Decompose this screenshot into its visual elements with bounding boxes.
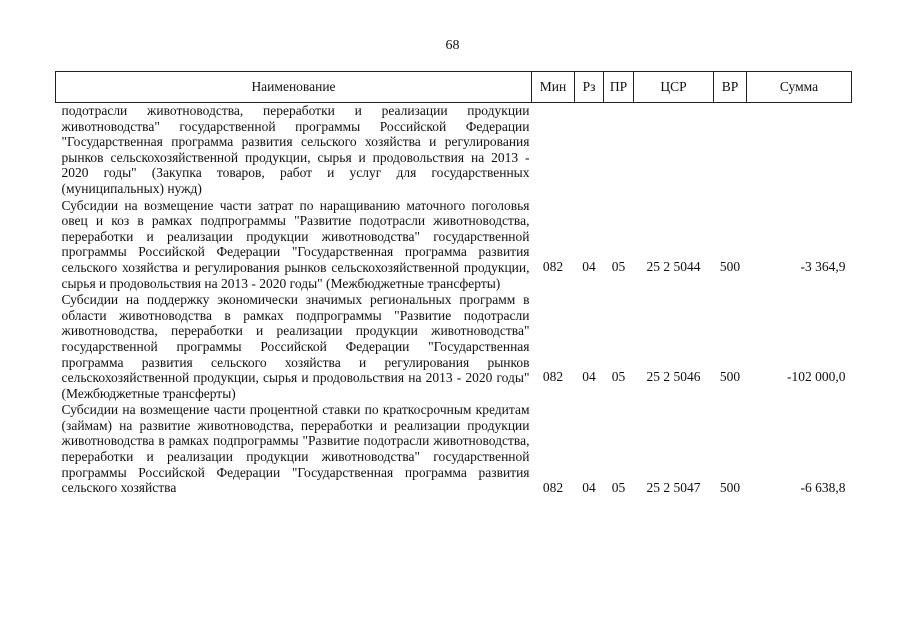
row-csr: 25 2 5046 (646, 368, 701, 384)
row-vr: 500 (719, 258, 741, 274)
page-number: 68 (445, 38, 460, 53)
row-sum: -102 000,0 (787, 368, 846, 384)
table-row (56, 103, 852, 197)
row-rz: 04 (582, 480, 596, 496)
table-row (56, 291, 852, 401)
row-vr: 500 (719, 480, 741, 496)
header-vr: ВР (714, 72, 747, 103)
row-pr (604, 103, 634, 197)
row-name: Субсидии на возмещение части затрат по наращиванию маточного поголовья овец и коз в рамках подпрограммы "Развитие подотрасли животноводства, переработки и реализации продукции животноводства" государственной программы Российской Федерации "Государственная программа развития сельского хозяйства и регулирования рынков сельскохозяйственной продукции, сырья и продовольствия на 2013 - 2020 годы" (Межбюджетные трансферты) (61, 197, 530, 291)
table-row (56, 401, 852, 496)
row-csr (634, 103, 714, 197)
table-header-row (56, 72, 852, 103)
row-sum: -6 638,8 (800, 480, 846, 496)
row-csr: 25 2 5044 (646, 258, 701, 274)
budget-table (55, 71, 852, 496)
row-pr: 05 (611, 258, 626, 274)
row-vr (714, 103, 747, 197)
row-sum: -3 364,9 (800, 258, 846, 274)
row-name: подотрасли животноводства, переработки и реализации продукции животноводства" государственной программы Российской Федерации "Государственная программа развития сельского хозяйства и регулирования рынков сельскохозяйственной продукции, сырья и продовольствия на 2013 - 2020 годы" (Закупка товаров, работ и услуг для государственных (муниципальных) нужд) (61, 103, 530, 196)
header-pr: ПР (604, 72, 634, 103)
header-name: Наименование (56, 72, 532, 103)
row-rz: 04 (582, 368, 596, 384)
row-csr: 25 2 5047 (646, 480, 701, 496)
table-row (56, 197, 852, 292)
header-sum: Сумма (747, 72, 852, 103)
row-name: Субсидии на возмещение части процентной ставки по краткосрочным кредитам (займам) на развитие животноводства, переработки и реализации продукции животноводства в рамках подпрограммы "Развитие подотрасли животноводства, переработки и реализации продукции животноводства" государственной программы Российской Федерации "Государственная программа развития сельского хозяйства (61, 402, 530, 496)
row-min: 082 (542, 258, 564, 274)
row-min: 082 (542, 480, 564, 496)
row-min: 082 (542, 368, 564, 384)
row-pr: 05 (611, 368, 626, 384)
row-vr: 500 (719, 368, 741, 384)
header-rz: Рз (575, 72, 604, 103)
row-rz: 04 (582, 258, 596, 274)
header-csr: ЦСР (634, 72, 714, 103)
row-rz (575, 103, 604, 197)
row-name: Субсидии на поддержку экономически значимых региональных программ в области животноводства в рамках подпрограммы "Развитие подотрасли животноводства, переработки и реализации продукции животноводства" государственной программы Российской Федерации "Государственная программа развития сельского хозяйства и регулирования рынков сельскохозяйственной продукции, сырья и продовольствия на 2013 - 2020 годы" (Межбюджетные трансферты) (61, 292, 530, 401)
row-pr: 05 (611, 480, 626, 496)
row-min (532, 103, 575, 197)
header-min: Мин (532, 72, 575, 103)
row-sum (747, 103, 852, 197)
